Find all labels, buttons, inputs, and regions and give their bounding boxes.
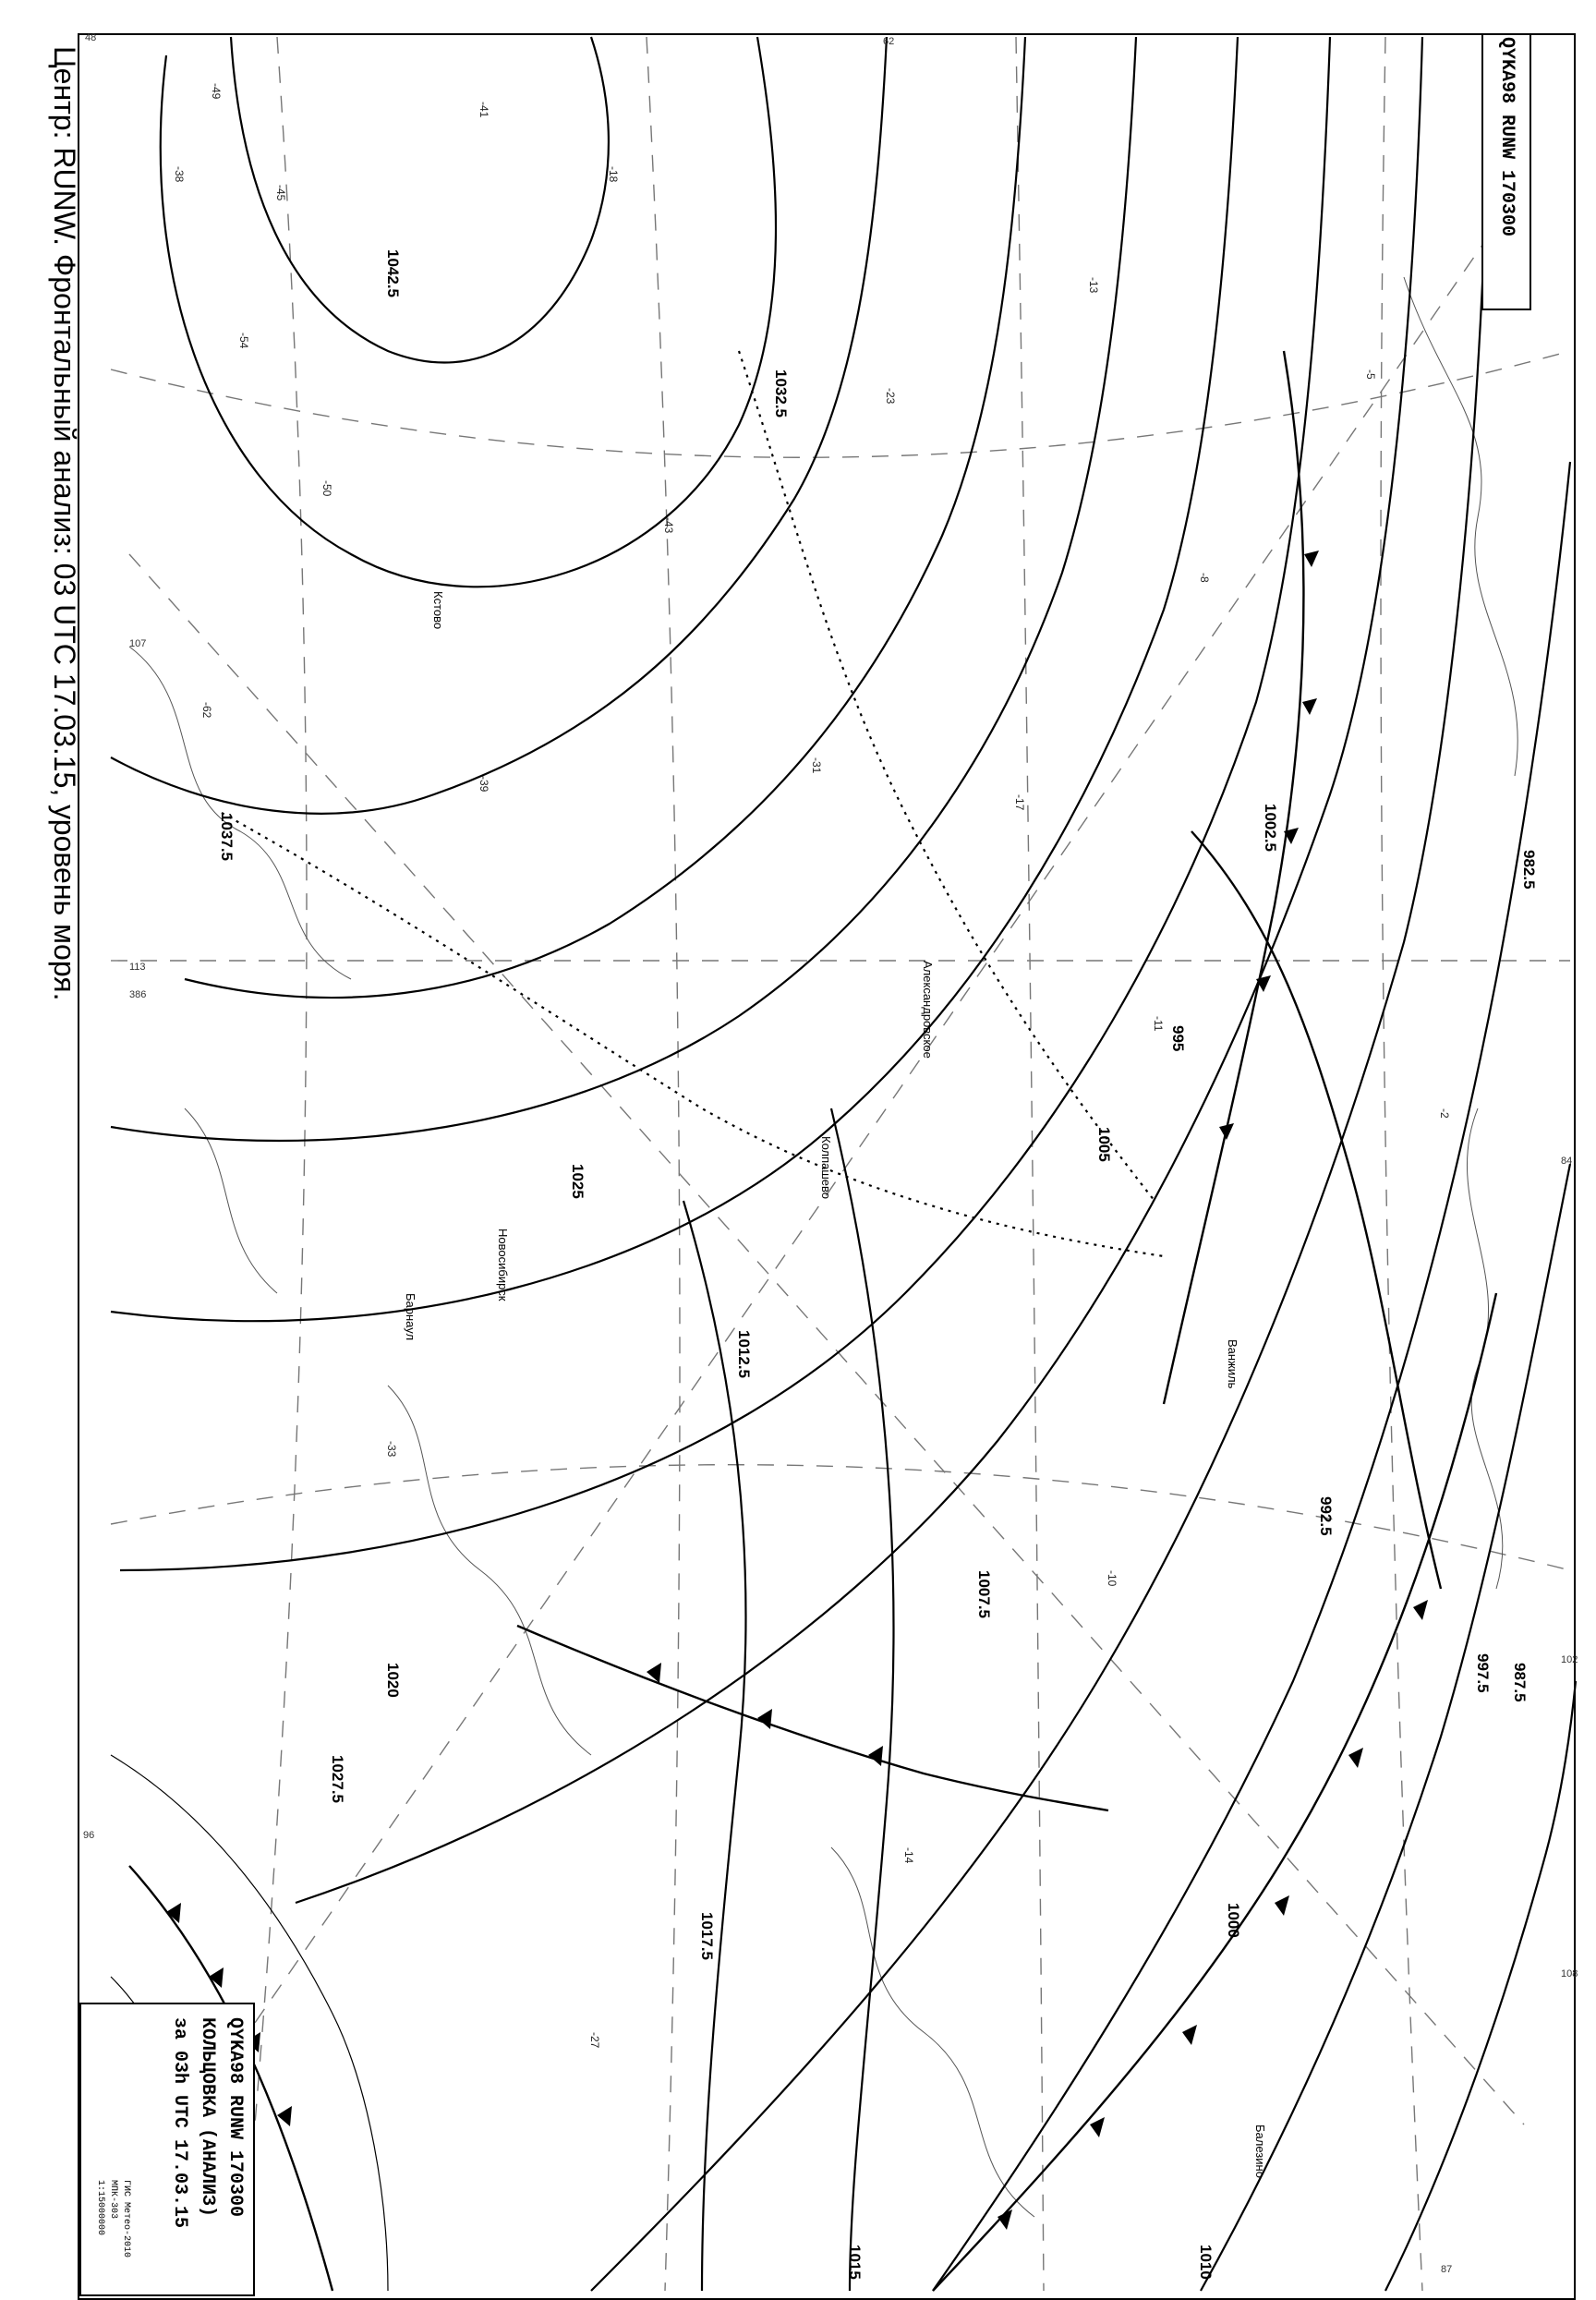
margin-number: 102 [1561,1654,1578,1665]
header-code: QYKA98 RUNW 170300 [1496,37,1517,237]
station-value: -5 [1364,369,1377,380]
info-line-5: МПК-303 [108,2180,118,2220]
isobar-label: 1007.5 [975,1570,993,1618]
margin-number: 48 [85,32,97,43]
margin-number: 87 [1441,2264,1453,2275]
station-value: -17 [1013,794,1026,811]
fronts [129,351,1496,2291]
isobar-label: 1015 [846,2245,864,2280]
place-name: Колпашево [819,1136,833,1200]
station-value: -13 [1087,277,1100,294]
station-value: -41 [478,102,490,118]
isobar-label: 1002.5 [1262,804,1279,852]
isobars [111,37,1576,2291]
info-line-2: КОЛЬЦОВКА (АНАЛИЗ) [197,2017,218,2218]
info-box [79,2003,255,2296]
margin-number: 107 [129,638,147,649]
isobar-label: 1017.5 [698,1912,716,1960]
front-symbols [166,551,1428,2230]
station-value: -11 [1152,1016,1165,1032]
station-value: -43 [662,517,675,534]
station-value: -39 [478,776,490,793]
isobar-label: 987.5 [1511,1663,1529,1702]
grid-lines [111,37,1573,2291]
info-line-3: за 03h UTC 17.03.15 [169,2017,190,2229]
map-title: Центр: RUNW. Фронтальный анализ: 03 UTC 17.03.15, уровень моря. [48,46,81,1001]
station-value: -18 [607,166,620,183]
isobar-label: 995 [1169,1025,1187,1052]
isobar-label: 1042.5 [384,249,402,297]
coastlines [129,277,1517,2217]
station-value: -14 [902,1847,915,1864]
isobar-label: 992.5 [1317,1496,1335,1536]
isobar-label: 1010 [1197,2245,1215,2280]
station-value: -27 [588,2032,601,2049]
isobar-label: 982.5 [1520,850,1538,890]
station-value: -62 [200,702,213,719]
station-value: -31 [810,757,823,774]
station-value: -23 [884,388,897,405]
station-value: -2 [1438,1108,1451,1119]
info-line-4: ГИС Метео-2010 [121,2180,131,2258]
station-value: -54 [237,333,250,349]
station-value: -33 [385,1441,398,1458]
info-line-6: 1:15000000 [95,2180,105,2236]
isobar-label: 1000 [1225,1903,1242,1938]
margin-number: 108 [1561,1968,1578,1979]
margin-number: 386 [129,989,147,1000]
isobar-label: 1037.5 [218,813,236,861]
place-name: Александровское [921,961,935,1059]
isobar-label: 1027.5 [329,1755,346,1803]
isobar-label: 1025 [569,1164,586,1199]
station-value: -45 [274,185,287,201]
place-names [404,591,1267,2178]
info-line-1: QYKA98 RUNW 170300 [224,2017,246,2218]
station-value: -49 [210,83,223,100]
isobar-label: 1020 [384,1663,402,1698]
place-name: Ванжиль [1226,1339,1239,1389]
isobar-label: 1012.5 [735,1330,753,1378]
station-value: -38 [173,166,186,183]
isobar-label: 1032.5 [772,369,790,418]
station-value: -10 [1106,1570,1118,1587]
margin-number: 96 [83,1830,95,1841]
place-name: Новосибирск [496,1229,510,1301]
station-value: -8 [1198,573,1211,583]
place-name: Балезино [1253,2124,1267,2178]
isobar-label: 997.5 [1474,1653,1492,1693]
place-name: Барнаул [404,1293,417,1341]
margin-number: 84 [1561,1156,1573,1167]
isobar-label: 1005 [1095,1127,1113,1162]
margin-number: 62 [883,36,895,47]
station-value: -50 [320,480,333,497]
isobar-labels [218,249,1538,2280]
margin-number: 113 [129,962,146,973]
place-name: Кстово [431,591,445,630]
